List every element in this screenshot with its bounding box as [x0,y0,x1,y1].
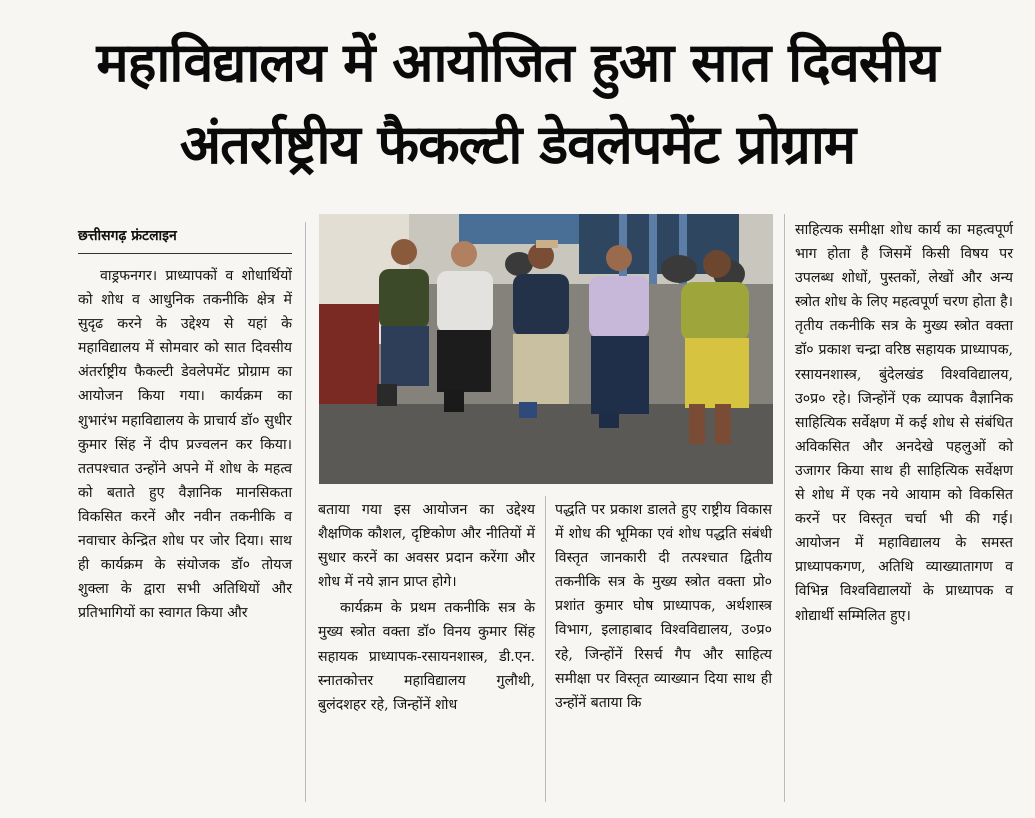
headline-line-2: अंतर्राष्ट्रीय फैकल्टी डेवलेपमेंट प्रोग्राम [179,113,856,176]
column-divider [784,214,785,802]
column-2-paragraph-2: कार्यक्रम के प्रथम तकनीकि सत्र के मुख्य स्त्रोत वक्ता डॉ० विनय कुमार सिंह सहायक प्राध्यापक-रसायनशास्त्र, डी.एन. स्नातकोत्तर महाविद्यालय गुलौथी, बुलंदशहर रहे, जिन्होंनें शोध [318,600,535,713]
headline-line-1: महाविद्यालय में आयोजित हुआ सात दिवसीय [96,31,939,94]
article-column-2 [318,498,535,717]
article-column-1: वाड्रफनगर। प्राध्यापकों व शोधार्थियों को शोध व आधुनिक तकनीकि क्षेत्र में सुदृढ करने के उद्देश्य से यहां के महाविद्यालय में सोमवार को सात दिवसीय अंतर्राष्ट्रीय फैकल्टी डेवलेपमेंट प्रोग्राम का आयोजन किया गया। कार्यक्रम का शुभारंभ महाविद्यालय के प्राचार्य डॉ० सुधीर कुमार सिंह नें दीप प्रज्वलन कर किया। ततपश्चात उन्होंने अपने में शोध के महत्व को बताते हुए वैज्ञानिक मानसिकता विकसित करनें और नवीन तकनीकि व नवाचार केन्द्रित शोध पर जोर दिया। साथ ही कार्यक्रम के संयोजक डॉ० तोयज शुक्ला के द्वारा सभी अतिथियों और प्रतिभागियों का स्वागत किया और [78,268,292,622]
article-column-4: साहित्यक समीक्षा शोध कार्य का महत्वपूर्ण भाग होता है जिसमें किसी विषय पर उपलब्ध शोधों, पुस्तकों, लेखों और अन्य स्त्रोत शोध के लिए महत्वपूर्ण चरण होता है। तृतीय तकनीकि सत्र के मुख्य स्त्रोत वक्ता डॉ० प्रकाश चन्द्रा वरिष्ठ सहायक प्राध्यापक, रसायनशास्त्र, बुंदेलखंड विश्वविद्यालय, उ०प्र० रहे। जिन्होंनें एक व्यापक वैज्ञानिक साहित्यिक सर्वेक्षण में कई शोध से संबंधित अविकसित और अनदेखे पहलुओं को उजागर किया साथ ही साहित्यिक सर्वेक्षण से शोध में एक नये आयाम को विकसित करनें पर विस्तृत चर्चा भी की गई। आयोजन में महाविद्यालय के समस्त प्राध्यापकगण, अतिथि व्याख्यातागण व विभिन्न विश्वविद्यालयों के प्राध्यापक व शोद्यार्थी सम्मिलित हुए। [795,222,1013,624]
byline: छत्तीसगढ़ फ्रंटलाइन [78,226,292,254]
event-photo [319,214,773,484]
article-column-3: पद्धति पर प्रकाश डालते हुए राष्ट्रीय विकास में शोध की भूमिका एवं शोध पद्धति संबंधी विस्तृत जानकारी दी तत्पश्चात द्वितीय तकनीकि सत्र के मुख्य स्त्रोत वक्ता प्रो० प्रशांत कुमार घोष प्राध्यापक, अर्थशास्त्र विभाग, इलाहाबाद विश्वविद्यालय, उ०प्र० रहे, जिन्होंनें रिसर्च गैप और साहित्य समीक्षा पर विस्तृत व्याख्यान दिया साथ ही उन्होंनें बताया कि [555,502,772,711]
column-divider [305,222,306,802]
column-divider [545,496,546,802]
column-2-paragraph-1: बताया गया इस आयोजन का उद्देश्य शैक्षणिक कौशल, दृष्टिकोण और नीतियों में सुधार करनें का अवसर प्रदान करेंगा और शोध में नये ज्ञान प्राप्त होगे। [318,502,535,591]
